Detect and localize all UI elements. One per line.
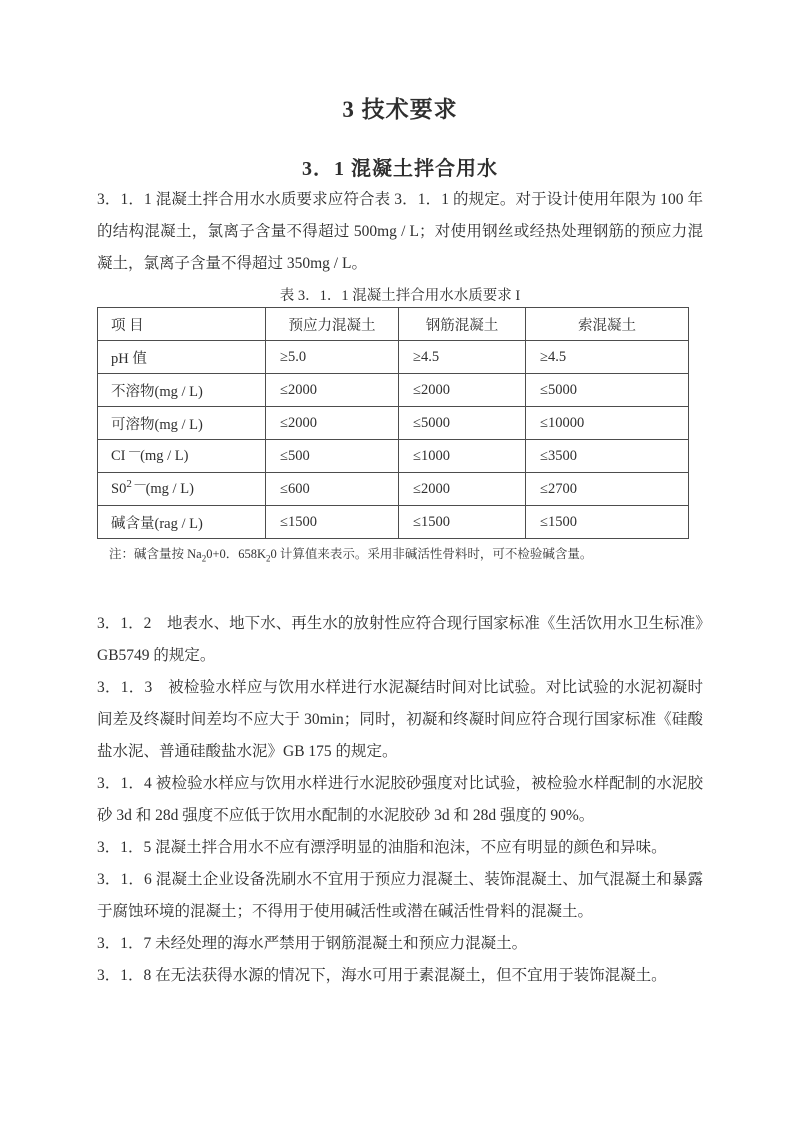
clause-3-1-6: 3．1．6 混凝土企业设备洗刷水不宜用于预应力混凝土、装饰混凝土、加气混凝土和暴露于腐蚀环境的混凝土；不得用于使用碱活性或潜在碱活性骨料的混凝土。 — [97, 870, 703, 920]
table-row — [98, 407, 689, 440]
row-label-cell — [98, 473, 266, 506]
value-cell: ≥5.0 — [266, 341, 399, 374]
table-row — [98, 473, 689, 506]
row-label-rest: (mg / L) — [140, 447, 189, 464]
note-text: 0+0．658K — [206, 547, 267, 561]
header-cell-reinforced: 钢筋混凝土 — [399, 308, 526, 341]
value-cell: ≤1500 — [526, 506, 689, 539]
row-label: 碱含量(rag / L) — [111, 515, 203, 532]
chapter-title: 3 技术要求 — [342, 97, 458, 122]
table-caption: 表 3．1．1 混凝土拌合用水水质要求 I — [279, 288, 521, 304]
clause-3-1-2: 3．1．2 地表水、地下水、再生水的放射性应符合现行国家标准《生活饮用水卫生标准》GB5749 的规定。 — [97, 614, 703, 664]
note-subscript: 2 — [201, 553, 207, 564]
table-header — [98, 308, 689, 341]
header-cell-item: 项 目 — [98, 308, 266, 341]
value-cell: ≤1500 — [266, 506, 399, 539]
value-cell: ≤1500 — [399, 506, 526, 539]
row-label-rest: (mg / L) — [145, 480, 194, 497]
table-body — [98, 341, 689, 539]
value-cell: ≤5000 — [526, 374, 689, 407]
clause-3-1-7: 3．1．7 未经处理的海水严禁用于钢筋混凝土和预应力混凝土。 — [97, 934, 528, 952]
table-row — [98, 440, 689, 473]
value-cell: ≤600 — [266, 473, 399, 506]
row-label: 不溶物(mg / L) — [111, 383, 203, 400]
value-cell: ≤2000 — [266, 407, 399, 440]
row-label-cell — [98, 407, 266, 440]
table-row — [98, 506, 689, 539]
water-quality-table — [97, 307, 689, 539]
value-cell: ≤2700 — [526, 473, 689, 506]
header-cell-cable: 索混凝土 — [526, 308, 689, 341]
clause-3-1-1: 3．1．1 混凝土拌合用水水质要求应符合表 3．1．1 的规定。对于设计使用年限为 100 年的结构混凝土，氯离子含量不得超过 500mg / L；对使用钢丝或经热处理钢筋的预应力混凝土，氯离子含量不得超过 350mg / L。 — [97, 191, 703, 272]
table-header-row — [98, 308, 689, 341]
row-label-cell — [98, 341, 266, 374]
row-label-sup: — — [129, 444, 141, 457]
row-label-cell — [98, 440, 266, 473]
row-label-cell — [98, 506, 266, 539]
clause-3-1-5: 3．1．5 混凝土拌合用水不应有漂浮明显的油脂和泡沫，不应有明显的颜色和异味。 — [97, 838, 667, 856]
clause-3-1-3: 3．1．3 被检验水样应与饮用水样进行水泥凝结时间对比试验。对比试验的水泥初凝时间差及终凝时间差均不应大于 30min；同时，初凝和终凝时间应符合现行国家标准《硅酸盐水泥、普通硅酸盐水泥》GB 175 的规定。 — [97, 678, 703, 760]
value-cell: ≤3500 — [526, 440, 689, 473]
table-row — [98, 374, 689, 407]
clause-3-1-8: 3．1．8 在无法获得水源的情况下，海水可用于素混凝土，但不宜用于装饰混凝土。 — [97, 966, 667, 984]
value-cell: ≤2000 — [399, 374, 526, 407]
row-label-sup: 2 — — [126, 477, 146, 490]
note-subscript: 2 — [266, 553, 271, 564]
note-text: 0 计算值来表示。采用非碱活性骨料时，可不检验碱含量。 — [270, 547, 593, 561]
row-label: S0 — [111, 480, 127, 497]
row-label: pH 值 — [111, 350, 147, 367]
header-cell-prestressed: 预应力混凝土 — [266, 308, 399, 341]
section-title: 3．1 混凝土拌合用水 — [302, 158, 498, 180]
value-cell: ≤500 — [266, 440, 399, 473]
value-cell: ≤1000 — [399, 440, 526, 473]
row-label: 可溶物(mg / L) — [111, 416, 203, 433]
value-cell: ≤5000 — [399, 407, 526, 440]
clause-list — [97, 608, 703, 992]
value-cell: ≤2000 — [399, 473, 526, 506]
value-cell: ≥4.5 — [399, 341, 526, 374]
value-cell: ≥4.5 — [526, 341, 689, 374]
row-label: CI — [111, 447, 130, 464]
table-row — [98, 341, 689, 374]
value-cell: ≤10000 — [526, 407, 689, 440]
row-label-cell — [98, 374, 266, 407]
value-cell: ≤2000 — [266, 374, 399, 407]
note-text: 注：碱含量按 Na — [109, 547, 202, 561]
clause-3-1-4: 3．1．4 被检验水样应与饮用水样进行水泥胶砂强度对比试验，被检验水样配制的水泥胶砂 3d 和 28d 强度不应低于饮用水配制的水泥胶砂 3d 和 28d 强度的 90%。 — [97, 774, 703, 824]
table-note — [97, 546, 703, 568]
